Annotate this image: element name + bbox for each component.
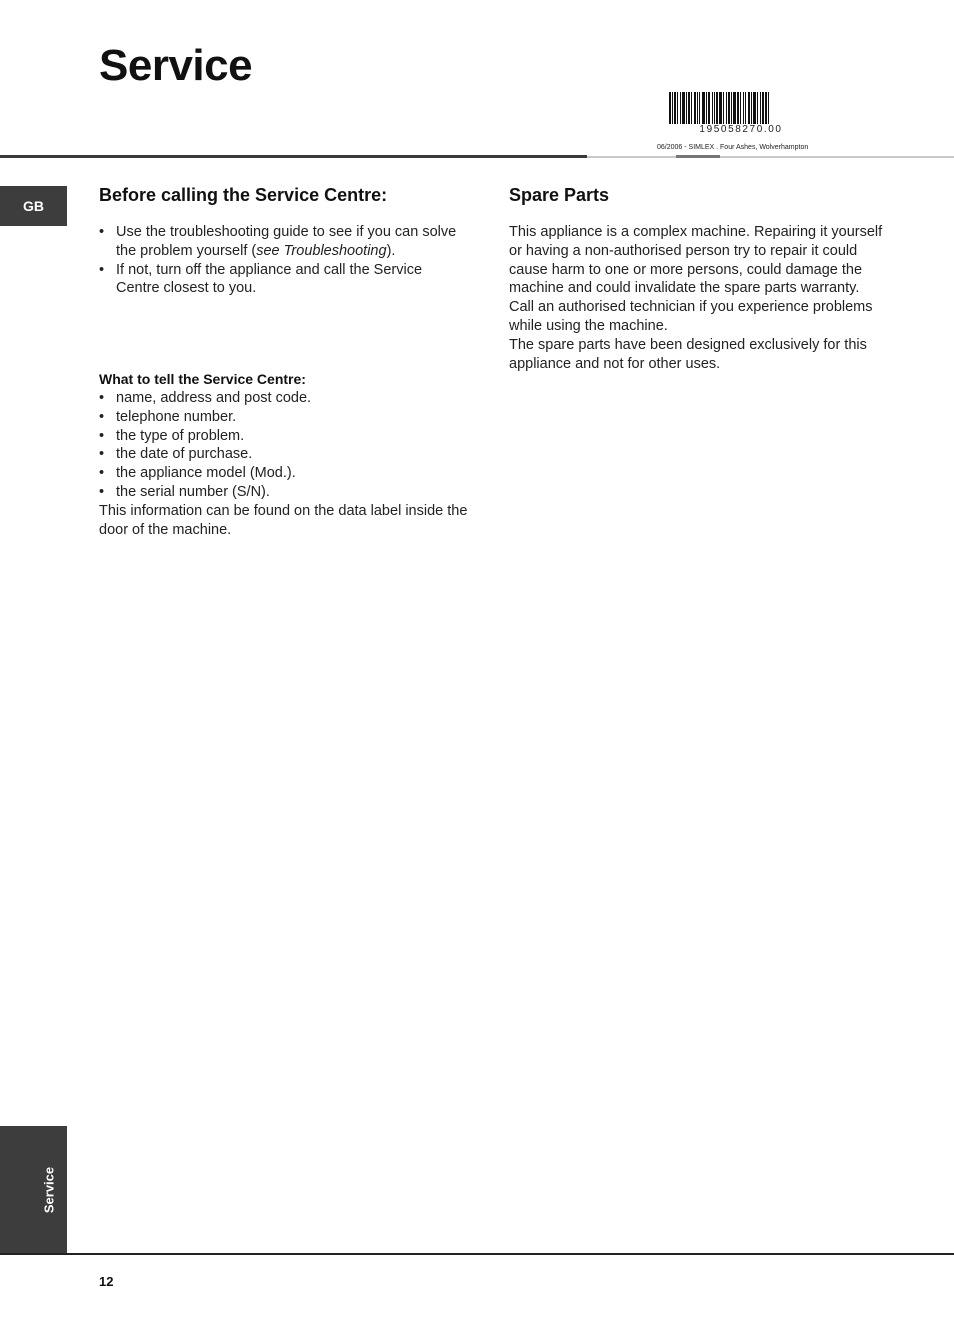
barcode-bar — [748, 92, 750, 124]
barcode-bar — [712, 92, 713, 124]
barcode-bar — [682, 92, 685, 124]
header-rule-accent — [676, 155, 720, 158]
spare-parts-heading: Spare Parts — [509, 185, 610, 205]
barcode-bar — [740, 92, 741, 124]
barcode-bar — [716, 92, 718, 124]
barcode-bar — [697, 92, 698, 124]
data-label-note: This information can be found on the data label inside the door of the machine. — [99, 502, 468, 538]
troubleshooting-reference: see Troubleshooting — [256, 242, 387, 259]
barcode-bar — [674, 92, 676, 124]
barcode-bar — [677, 92, 678, 124]
barcode-bar — [760, 92, 761, 124]
list-item — [99, 223, 469, 261]
before-calling-heading: Before calling the Service Centre: — [99, 185, 388, 205]
list-item: • telephone number. — [99, 408, 469, 427]
spare-parts-paragraph: The spare parts have been designed exclusively for this appliance and not for other uses. — [509, 336, 867, 372]
spare-parts-body — [509, 223, 884, 373]
barcode-bar — [691, 92, 692, 124]
barcode-bar — [669, 92, 671, 124]
spare-parts-paragraph: This appliance is a complex machine. Repairing it yourself or having a non-authorised person try to repair it could cause harm to one or more persons, could damage the machine and could invalidate the spare parts warranty. — [509, 224, 883, 297]
list-item: • the date of purchase. — [99, 445, 469, 464]
barcode-bar — [699, 92, 700, 124]
before-calling-list — [99, 223, 469, 298]
barcode-bar — [702, 92, 705, 124]
barcode-bar — [680, 92, 681, 124]
barcode-bar — [731, 92, 732, 124]
list-item: • the type of problem. — [99, 427, 469, 446]
section-side-tab — [0, 1126, 67, 1253]
before-calling-section — [99, 184, 469, 539]
list-item: • name, address and post code. — [99, 389, 469, 408]
barcode-bar — [714, 92, 715, 124]
what-to-tell-heading: What to tell the Service Centre: — [99, 371, 306, 388]
header-rule-light — [587, 156, 954, 158]
barcode-bar — [753, 92, 756, 124]
barcode-bar — [708, 92, 710, 124]
barcode-bar — [751, 92, 752, 124]
print-info: 06/2006 - SIMLEX . Four Ashes, Wolverhampton — [657, 144, 809, 151]
what-to-tell-list — [99, 389, 469, 502]
header-rule-dark — [0, 155, 587, 158]
barcode-bar — [745, 92, 746, 124]
page-number: 12 — [99, 1274, 114, 1289]
barcode-bar — [694, 92, 696, 124]
barcode-bar — [765, 92, 767, 124]
section-side-tab-label: Service — [41, 1166, 57, 1214]
list-item-text: Use the troubleshooting guide to see if you can solve the problem yourself ( — [116, 224, 457, 259]
barcode-bar — [768, 92, 769, 124]
barcode-bar — [686, 92, 687, 124]
barcode-bar — [733, 92, 736, 124]
barcode-bar — [688, 92, 690, 124]
language-tab-label: GB — [23, 198, 44, 214]
barcode-bar — [706, 92, 707, 124]
barcode-bar — [672, 92, 673, 124]
barcode-number: 195058270.00 — [699, 124, 783, 135]
page-title: Service — [99, 41, 253, 90]
barcode-bar — [728, 92, 730, 124]
barcode-bar — [757, 92, 758, 124]
list-item: • the serial number (S/N). — [99, 483, 469, 502]
spare-parts-section — [509, 184, 884, 373]
barcode-bar — [743, 92, 744, 124]
barcode-bar — [719, 92, 722, 124]
barcode-bar — [737, 92, 739, 124]
barcode-bar — [762, 92, 764, 124]
list-item: • the appliance model (Mod.). — [99, 464, 469, 483]
barcode-bar — [723, 92, 724, 124]
barcode-graphic — [669, 92, 813, 124]
barcode-bar — [726, 92, 727, 124]
spare-parts-paragraph: Call an authorised technician if you experience problems while using the machine. — [509, 299, 873, 334]
list-item: • If not, turn off the appliance and call the Service Centre closest to you. — [99, 261, 469, 299]
list-item-text-end: ). — [386, 242, 396, 259]
footer-rule — [0, 1253, 954, 1255]
language-tab — [0, 186, 67, 226]
